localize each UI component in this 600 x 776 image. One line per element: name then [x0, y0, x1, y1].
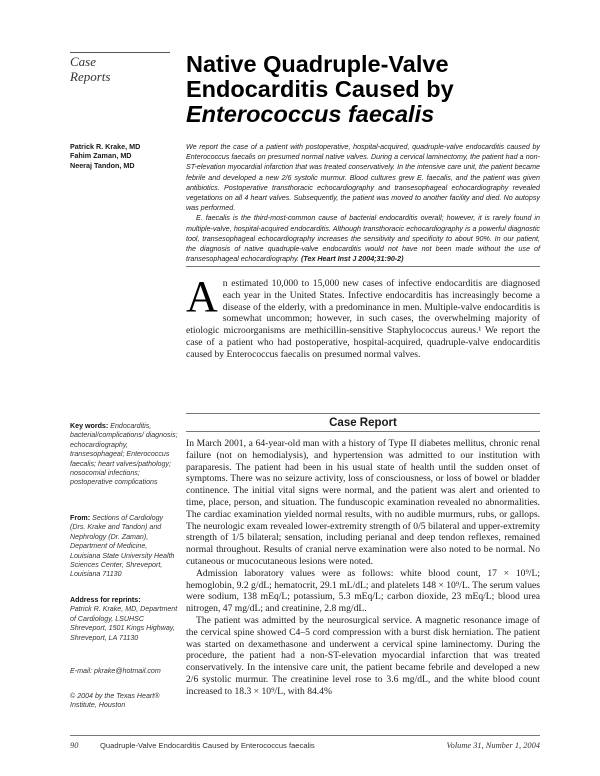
abstract	[186, 142, 540, 264]
address-label: Address for reprints:	[70, 596, 141, 604]
case-paragraph-1: In March 2001, a 64-year-old man with a history of Type II diabetes mellitus, chronic renal failure (not on hemodialysis), and hypertension was admitted to our institution with paraparesis. The patient had been in his usual state of health until the sudden onset of symptoms. There was no seizure activity, loss of consciousness, or loss of bowel or bladder continence. The initial vital signs were normal, and the patient was alert and oriented to time, place, person, and situation. The funduscopic examination revealed no abnormalities. The cardiac examination yielded normal results, with no audible murmurs, rubs, or gallops. The neurologic exam revealed lower-extremity strength of 0/5 bilateral and upper-extremity strength of 1/5 bilateral; sensation, including perianal and deep tendon reflexes, remained normal throughout. Results of cranial nerve examination were also noted to be normal. No cutaneous or mucocutaneous lesions were noted.	[186, 438, 540, 567]
abstract-divider	[186, 266, 540, 267]
case-paragraph-2: Admission laboratory values were as follows: white blood count, 17 × 10⁹/L; hemoglobin, 9.2 g/dL; hematocrit, 29.1 mL/dL; and platelets 148 × 10⁹/L. The serum values were sodium, 138 mEq/L; potassium, 5.3 mEq/L; carbon dioxide, 23 mEq/L; blood urea nitrogen, 47 mg/dL; and creatinine, 2.8 mg/dL.	[186, 567, 540, 615]
case-report-body	[186, 438, 540, 698]
affiliation-block	[70, 514, 178, 580]
abstract-paragraph-2-text: E. faecalis is the third-most-common cause of bacterial endocarditis overall; however, it is rarely found in multiple-valve, hospital-acquired endocarditis. Although transthoracic echocardiography is a powerful diagnostic tool, transesophageal echocardiography increases the sensitivity and specificity to about 90%. In our patient, the diagnosis of native quadruple-valve endocarditis would not have not been made without the use of transesophageal echocardiography.	[186, 214, 540, 264]
from-label: From:	[70, 514, 91, 522]
reprint-address-block	[70, 596, 178, 643]
section-label-line1: Case	[70, 54, 96, 69]
case-report-heading: Case Report	[329, 417, 397, 429]
footer-rule	[70, 735, 540, 736]
case-paragraph-3: The patient was admitted by the neurosurgical service. A magnetic resonance image of the cervical spine showed C4–5 cord compression with a burst disk herniation. The patient was started on dexamethasone and underwent a cervical spine laminectomy. During the procedure, the patient had a non-ST-elevation myocardial infarction that was treated conservatively. In the intensive care unit, the patient became febrile and developed a new 2/6 systolic murmur. The creatinine level rose to 3.6 mg/dL, and the white blood count increased to 18.3 × 10⁹/L, with 84.4%	[186, 614, 540, 697]
abstract-paragraph-1: We report the case of a patient with postoperative, hospital-acquired, quadruple-valve endocarditis caused by Enterococcus faecalis on presumed normal native valves. During a cervical laminectomy, the patient had a non-ST-elevation myocardial infarction that was treated conservatively. In the intensive care unit, the patient became febrile and developed a new 2/6 systolic murmur. Blood cultures grew E. faecalis, and the patient was given antibiotics. Postoperative transthoracic echocardiography and transesophageal echocardiography revealed vegetations on all 4 heart valves. Subsequently, the patient was moved to another facility and died. No autopsy was performed.	[186, 143, 540, 213]
email-line: E-mail: pkrake@hotmail.com	[70, 667, 161, 675]
title-line2: Endocarditis Caused by	[186, 76, 454, 102]
address-text: Patrick R. Krake, MD, Department of Cardiology, LSUHSC Shreveport, 1501 Kings Highway, Shreveport, LA 71130	[70, 605, 178, 642]
keywords-text: Endocarditis, bacterial/complications/ diagnosis; echocardiography, transesophageal; Enterococcus faecalis; heart valves/pathology; nosocomial infections; postoperative complications	[70, 422, 178, 487]
abstract-citation: (Tex Heart Inst J 2004;31:90-2)	[301, 255, 404, 264]
case-heading-rule-bottom	[186, 431, 540, 432]
introduction	[186, 272, 540, 361]
copyright-line: © 2004 by the Texas Heart® Institute, Houston	[70, 692, 160, 710]
affiliation-text: Sections of Cardiology (Drs. Krake and Tandon) and Nephrology (Dr. Zaman), Department of Medicine, Louisiana State University Health Sciences Center, Shreveport, Louisiana 71130	[70, 514, 175, 579]
title-line1: Native Quadruple-Valve	[186, 51, 449, 77]
section-label	[70, 54, 170, 84]
page-number: 90	[70, 741, 79, 750]
intro-paragraph	[186, 272, 540, 361]
intro-text: n estimated 10,000 to 15,000 new cases of infective endocarditis are diagnosed each year in the United States. Infective endocarditis has increasingly become a disease of the elderly, with a predominance in men. Multiple-valve endocarditis is somewhat uncommon; however, in such cases, the overwhelming majority of etiologic microorganisms are methicillin-sensitive Staphylococcus aureus.¹ We report the case of a patient who had postoperative, hospital-acquired, quadruple-valve endocarditis caused by Enterococcus faecalis on presumed normal valves.	[186, 278, 540, 360]
author-1: Patrick R. Krake, MD	[70, 142, 141, 151]
section-label-line2: Reports	[70, 69, 111, 84]
author-2: Fahim Zaman, MD	[70, 151, 132, 161]
section-rule	[70, 52, 170, 53]
title-line3: Enterococcus faecalis	[186, 101, 435, 127]
running-title: Quadruple-Valve Endocarditis Caused by Enterococcus faecalis	[100, 741, 315, 750]
volume-info: Volume 31, Number 1, 2004	[446, 741, 540, 750]
keywords-label: Key words:	[70, 422, 109, 430]
article-title	[186, 52, 546, 127]
case-heading-rule-top	[186, 413, 540, 414]
keywords-block	[70, 422, 178, 488]
abstract-paragraph-2	[186, 213, 540, 264]
author-list	[70, 142, 180, 170]
drop-cap: A	[186, 272, 218, 321]
author-3: Neeraj Tandon, MD	[70, 160, 135, 170]
